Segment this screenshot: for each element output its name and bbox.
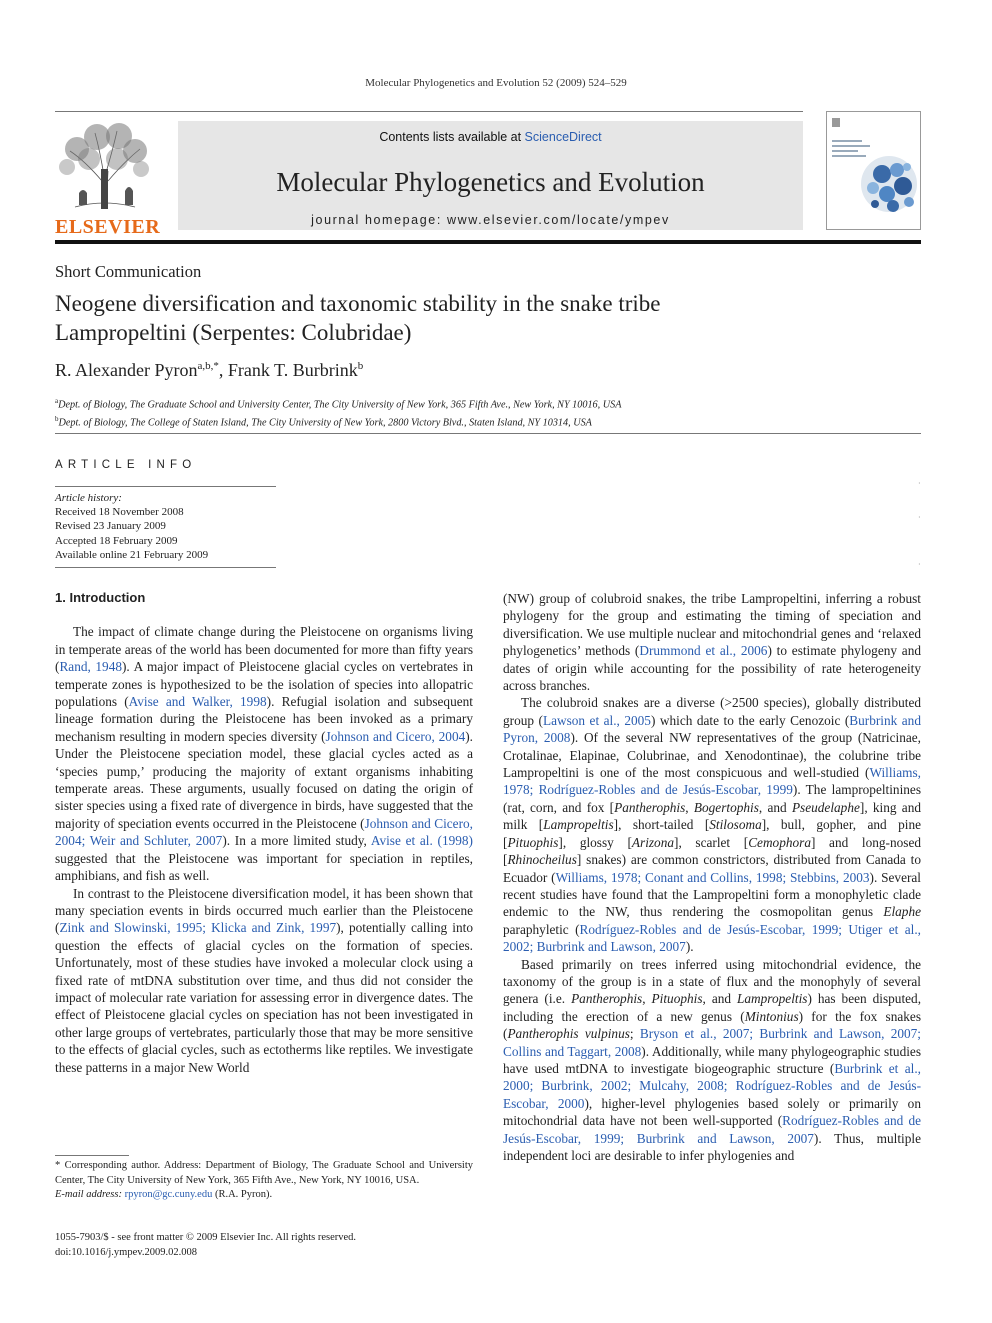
history-online: Available online 21 February 2009 — [55, 548, 209, 561]
citation-link[interactable]: Avise and Walker, 1998 — [128, 694, 267, 710]
article-type: Short Communication — [55, 262, 202, 281]
footnote-email — [55, 1188, 473, 1203]
text-run: ). Thus, multiple independent loci are desirable to infer phylogenies and — [503, 1130, 921, 1163]
elsevier-wordmark: ELSEVIER — [55, 216, 161, 238]
citation-link[interactable]: Burbrink and Pyron, 2008 — [503, 712, 921, 746]
text-run: ], king and milk [ — [503, 799, 921, 833]
author-name[interactable]: Frank T. Burbrink — [227, 360, 358, 380]
affiliation-text: Dept. of Biology, The Graduate School and University Center, The City University of New York, 365 Fifth Ave., New York, NY 10016, USA — [58, 399, 622, 411]
citation-link[interactable]: Johnson and Cicero, 2004; Weir and Schluter, 2007 — [55, 815, 473, 849]
text-run: ) to estimate phylogeny and dates of origin while accounting for the possibility of rate heterogeneity across branches. — [503, 643, 921, 694]
email-link[interactable]: rpyron@gc.cuny.edu — [124, 1189, 213, 1200]
footnote-marker: * — [55, 1160, 65, 1171]
journal-title: Molecular Phylogenetics and Evolution — [276, 167, 705, 197]
citation-link[interactable]: Rodríguez-Robles and de Jesús-Escobar, 1999; Utiger et al., 2002; Burbrink and Lawson, 2007 — [503, 921, 921, 955]
article-info-rule — [55, 486, 276, 487]
journal-cover-icon — [827, 112, 920, 229]
citation-link[interactable]: Williams, 1978; Conant and Collins, 1998; Stebbins, 2003 — [555, 869, 870, 885]
text-run: ], scarlet [ — [674, 834, 749, 850]
journal-cover-thumbnail[interactable] — [826, 111, 921, 230]
history-received: Received 18 November 2008 — [55, 506, 184, 519]
text-run: The impact of climate change during the Pleistocene on organisms living in temperate areas of the world has been documented for more than fifty years ( — [55, 624, 473, 675]
genus-name: Arizona — [631, 834, 675, 850]
body-column-right — [503, 590, 921, 1164]
paragraph — [503, 956, 921, 1165]
text-run: suggested that the Pleistocene was important for speciation in reptiles, amphibians, and fish as well. — [55, 850, 473, 884]
author-affiliation-marks[interactable]: b — [357, 360, 364, 372]
front-matter-rule — [55, 433, 921, 434]
elsevier-tree-icon — [55, 121, 153, 213]
paragraph — [503, 694, 921, 955]
sciencedirect-link[interactable]: ScienceDirect — [524, 130, 602, 144]
affiliation-a — [55, 394, 621, 412]
text-run: ). Refugial isolation and subsequent lineage formation during the Pleistocene has been invoked as a primary mechanism resulting in modern species diversity ( — [55, 694, 473, 744]
text-run: , — [642, 991, 652, 1007]
history-revised: Revised 23 January 2009 — [55, 520, 166, 533]
copyright-line: 1055-7903/$ - see front matter © 2009 Elsevier Inc. All rights reserved. — [55, 1232, 357, 1243]
text-run: ] and long-nosed [ — [503, 834, 921, 868]
text-run: ). — [685, 939, 694, 955]
text-run: , and — [758, 799, 792, 815]
paragraph — [503, 590, 921, 694]
author-affiliation-marks[interactable]: a,b,* — [197, 360, 219, 372]
text-run: ) for the fox snakes ( — [503, 1008, 922, 1042]
author-list — [55, 360, 363, 381]
citation-link[interactable]: Bryson et al., 2007; Burbrink and Lawson, 2007; Collins and Taggart, 2008 — [503, 1026, 921, 1059]
text-run: ). Additionally, while many phylogeographic studies have used mtDNA to investigate biogeographic structure ( — [503, 1043, 921, 1076]
text-run: paraphyletic ( — [503, 921, 580, 937]
contents-line — [178, 130, 803, 144]
text-run: ], short-tailed [ — [613, 817, 710, 833]
text-run: (NW) group of colubroid snakes, the tribe Lampropeltini, inferring a robust phylogeny for the group and estimating the timing of speciation and diversification. We use multiple nuclear and mitochondrial genes and ‘relaxed phylogenetics’ methods ( — [503, 591, 921, 659]
header-top-rule — [55, 111, 803, 112]
citation-link[interactable]: Drummond et al., 2006 — [639, 643, 768, 659]
citation-link[interactable]: Lawson et al., 2005 — [542, 712, 651, 728]
text-run: , — [685, 799, 694, 815]
abstract-divider-mark: · — [918, 513, 921, 522]
genus-name: Elaphe — [883, 904, 921, 920]
citation-link[interactable]: Rand, 1948 — [59, 659, 122, 675]
corresponding-author-footnote — [55, 1159, 473, 1203]
text-run: ). Several recent studies have found that the Lampropeltini form a monophyletic clade endemic to the NW, thus rendering the cosmopolitan genus — [503, 869, 921, 920]
article-title — [55, 289, 921, 347]
genus-name: Cemophora — [748, 834, 811, 850]
running-head: Molecular Phylogenetics and Evolution 52 (2009) 524–529 — [365, 77, 627, 89]
affiliations — [55, 394, 621, 431]
body-column-left — [55, 590, 473, 1076]
citation-link[interactable]: Williams, 1978; Rodríguez-Robles and de Jesús-Escobar, 1999 — [503, 765, 921, 798]
text-run: ). Of the several NW representatives of the group (Natricinae, Crotalinae, Elapinae, Colubrinae, and Xenodontinae), the colubrine tribe Lampropeltini is one of the most conspicuous and well-studied ( — [503, 730, 921, 781]
affiliation-b — [55, 412, 621, 430]
genus-name: Mintonius — [744, 1008, 799, 1024]
text-run: ], glossy [ — [558, 834, 632, 850]
text-run: , and — [702, 991, 738, 1007]
citation-link[interactable]: Zink and Slowinski, 1995; Klicka and Zink, 1997 — [59, 920, 337, 936]
affiliation-marker: b — [55, 415, 59, 424]
footnote-address — [55, 1159, 473, 1188]
text-run: ). Under the Pleistocene speciation model, these glacial cycles acted as a ‘species pump,’ producing the majority of extant organisms inhabiting temperate areas. These arguments, usually focused on dating the origin of sister species using a fixed rate of divergence in birds, have suggested that the majority of speciation events occurred in the Pleistocene ( — [55, 728, 474, 831]
abstract-divider-mark: · — [918, 560, 921, 569]
affiliation-text: Dept. of Biology, The College of Staten Island, The City University of New York, 2800 Victory Blvd., Staten Island, NY 10314, USA — [58, 417, 592, 429]
text-run: ; — [629, 1026, 640, 1042]
article-info-heading: ARTICLE INFO — [55, 459, 197, 471]
article-title-line-1: Neogene diversification and taxonomic stability in the snake tribe — [55, 291, 661, 316]
article-info-bottom-rule — [55, 567, 276, 568]
text-run: The colubroid snakes are a diverse (>2500 species), globally distributed group ( — [503, 695, 921, 728]
text-run: In contrast to the Pleistocene diversification model, it has been shown that many speciation events in birds occurred much earlier than the Pleistocene ( — [55, 885, 473, 936]
text-run: ] snakes) are common constrictors, distributed from Canada to Ecuador ( — [503, 852, 921, 885]
history-label: Article history: — [55, 492, 122, 504]
section-heading: 1. Introduction — [55, 590, 146, 605]
genus-name: Pantherophis — [614, 799, 686, 815]
copyright-block — [55, 1231, 356, 1260]
email-label: E-mail address: — [55, 1189, 125, 1200]
citation-link[interactable]: Johnson and Cicero, 2004 — [325, 728, 466, 744]
article-history — [55, 491, 208, 562]
contents-prefix: Contents lists available at — [379, 130, 525, 144]
genus-name: Pituophis — [507, 834, 559, 850]
doi-line[interactable]: doi:10.1016/j.ympev.2009.02.008 — [55, 1246, 197, 1258]
text-run: ). In a more limited study, — [222, 833, 371, 849]
history-accepted: Accepted 18 February 2009 — [55, 534, 178, 547]
text-run: ), potentially calling into question the effects of glacial cycles on the formation of species. Unfortunately, most of these studies have invoked a molecular clock using a fixed rate of mtDNA substitution over time, and thus did not consider the impact of molecular rate variation for assessing error in divergence dates. The effect of Pleistocene glacial cycles on speciation has not been investigated in other large groups of vertebrates, particularly those that may be more sensitive to the effects of glacial cycles, such as ectotherms like reptiles. We investigate these patterns in a major New World — [55, 920, 473, 1075]
email-suffix: (R.A. Pyron). — [212, 1189, 273, 1200]
species-name: Pantherophis vulpinus — [507, 1026, 630, 1042]
paragraph — [55, 623, 473, 884]
paragraph — [55, 885, 473, 1076]
footnote-text: Corresponding author. Address: Department of Biology, The Graduate School and University Center, The City University of New York, 365 Fifth Ave., New York, NY 10016, USA. — [55, 1160, 474, 1186]
citation-link[interactable]: Avise et al. (1998) — [370, 833, 473, 849]
citation-link[interactable]: Burbrink et al., 2000; Burbrink, 2002; Mulcahy, 2008; Rodríguez-Robles and de Jesús-Escobar, 2000 — [503, 1060, 921, 1111]
elsevier-logo[interactable] — [55, 121, 161, 238]
footnote-rule — [55, 1155, 129, 1156]
genus-name: Pseudelaphe — [791, 799, 860, 815]
text-run: ), higher-level phylogenies based solely or primarily on mitochondrial data have not been well-supported ( — [503, 1095, 921, 1129]
journal-homepage[interactable]: journal homepage: www.elsevier.com/locate/ympev — [311, 213, 670, 227]
author-separator: , — [218, 360, 228, 380]
text-run: ], bull, gopher, and pine [ — [503, 817, 921, 850]
citation-link[interactable]: Rodríguez-Robles and de Jesús-Escobar, 1999; Burbrink and Lawson, 2007 — [503, 1113, 921, 1146]
text-run: ). A major impact of Pleistocene glacial cycles on vertebrates in temperate zones is hypothesized to be the isolation of species into allopatric populations ( — [55, 659, 473, 710]
genus-name: Rhinocheilus — [507, 852, 577, 868]
genus-name: Lampropeltis — [543, 817, 614, 833]
text-run: ). The lampropeltinines (rat, corn, and fox [ — [503, 782, 921, 815]
text-run: ) which date to the early Cenozoic ( — [650, 712, 850, 728]
affiliation-marker: a — [55, 397, 59, 405]
text-run: Based primarily on trees inferred using mitochondrial evidence, the taxonomy of the group is in a state of flux and the monophyly of several genera (i.e. — [503, 956, 921, 1007]
genus-name: Bogertophis — [693, 799, 759, 815]
author-name[interactable]: R. Alexander Pyron — [55, 360, 198, 380]
abstract-divider-mark: · — [918, 479, 921, 488]
genus-name: Stilosoma — [709, 817, 762, 833]
text-run: ) has been disputed, including the erection of a new genus ( — [503, 991, 922, 1024]
header-bottom-rule — [55, 240, 921, 244]
genus-name: Pantherophis — [571, 991, 643, 1007]
genus-name: Pituophis — [651, 991, 703, 1007]
genus-name: Lampropeltis — [737, 991, 808, 1007]
journal-header — [55, 111, 921, 238]
article-title-line-2: Lampropeltini (Serpentes: Colubridae) — [55, 320, 412, 345]
